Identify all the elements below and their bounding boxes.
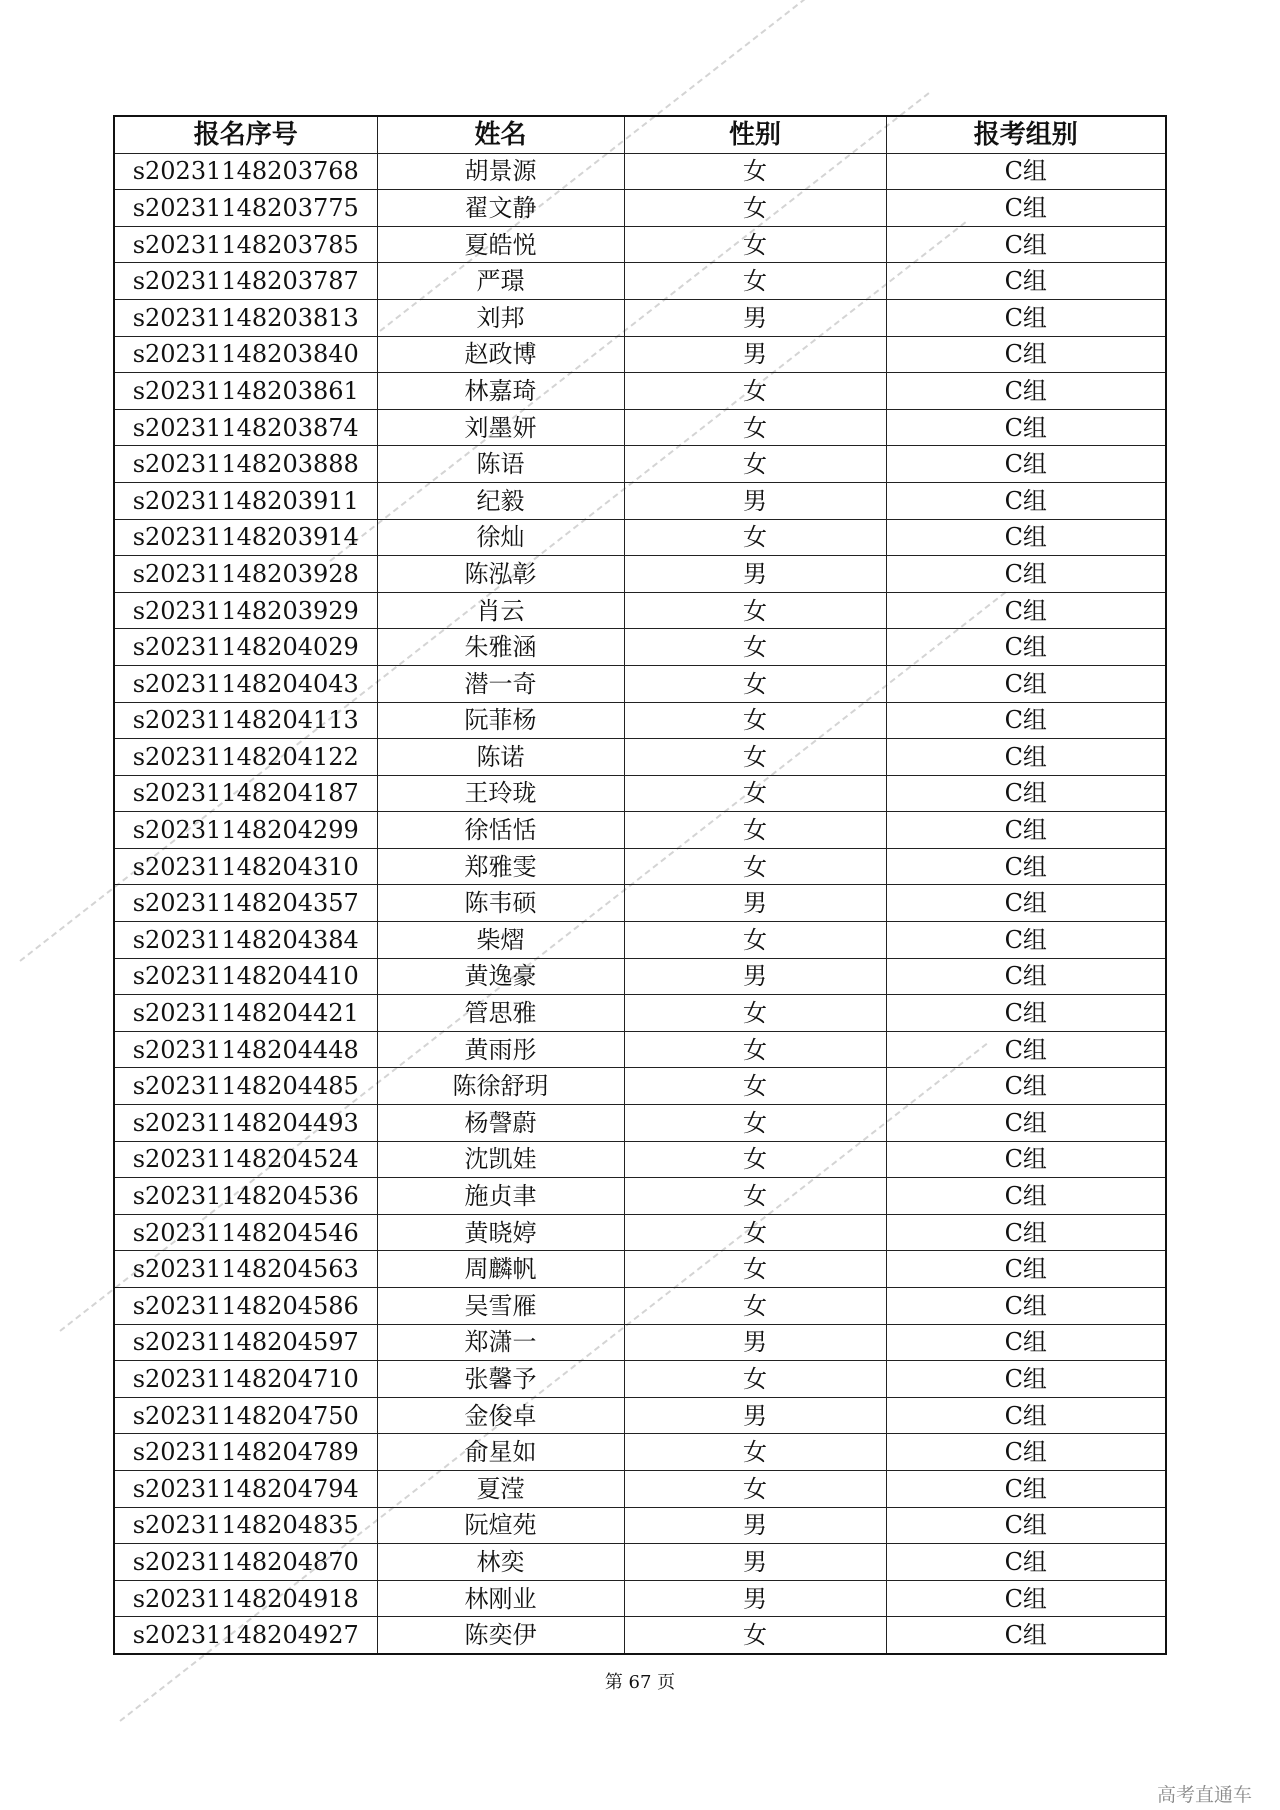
registration-number-cell: s20231148204122 <box>114 739 377 776</box>
registration-number-cell: s20231148204546 <box>114 1214 377 1251</box>
exam-group-cell: C组 <box>886 299 1166 336</box>
table-row <box>114 885 1166 922</box>
gender-cell: 女 <box>624 739 886 776</box>
table-row <box>114 446 1166 483</box>
registration-number-cell: s20231148204187 <box>114 775 377 812</box>
exam-group-cell: C组 <box>886 1470 1166 1507</box>
exam-group-cell: C组 <box>886 482 1166 519</box>
table-row <box>114 1288 1166 1325</box>
gender-cell: 女 <box>624 922 886 959</box>
registration-number-cell: s20231148204384 <box>114 922 377 959</box>
gender-cell: 女 <box>624 1251 886 1288</box>
exam-group-cell: C组 <box>886 263 1166 300</box>
exam-group-cell: C组 <box>886 592 1166 629</box>
name-cell: 林奕 <box>377 1544 624 1581</box>
registration-number-cell: s20231148204043 <box>114 665 377 702</box>
registration-number-cell: s20231148204299 <box>114 812 377 849</box>
table-row <box>114 556 1166 593</box>
gender-cell: 女 <box>624 1105 886 1142</box>
table-row <box>114 702 1166 739</box>
registration-number-cell: s20231148204918 <box>114 1580 377 1617</box>
name-cell: 肖云 <box>377 592 624 629</box>
gender-cell: 男 <box>624 958 886 995</box>
name-cell: 周麟帆 <box>377 1251 624 1288</box>
gender-cell: 女 <box>624 1214 886 1251</box>
table-row <box>114 519 1166 556</box>
gender-cell: 女 <box>624 226 886 263</box>
table-row <box>114 1324 1166 1361</box>
header-registration-number: 报名序号 <box>114 116 377 153</box>
registration-number-cell: s20231148203914 <box>114 519 377 556</box>
exam-group-cell: C组 <box>886 1141 1166 1178</box>
name-cell: 吴雪雁 <box>377 1288 624 1325</box>
table-row <box>114 153 1166 190</box>
exam-group-cell: C组 <box>886 702 1166 739</box>
name-cell: 施贞聿 <box>377 1178 624 1215</box>
exam-group-cell: C组 <box>886 1544 1166 1581</box>
table-row <box>114 1214 1166 1251</box>
name-cell: 朱雅涵 <box>377 629 624 666</box>
table-row <box>114 1105 1166 1142</box>
name-cell: 刘墨妍 <box>377 409 624 446</box>
header-exam-group: 报考组别 <box>886 116 1166 153</box>
table-row <box>114 922 1166 959</box>
registration-number-cell: s20231148203787 <box>114 263 377 300</box>
gender-cell: 男 <box>624 556 886 593</box>
gender-cell: 男 <box>624 1507 886 1544</box>
table-row <box>114 812 1166 849</box>
gender-cell: 男 <box>624 1397 886 1434</box>
gender-cell: 女 <box>624 629 886 666</box>
name-cell: 张馨予 <box>377 1361 624 1398</box>
registration-number-cell: s20231148203775 <box>114 190 377 227</box>
exam-group-cell: C组 <box>886 958 1166 995</box>
table-row <box>114 665 1166 702</box>
registration-number-cell: s20231148204410 <box>114 958 377 995</box>
gender-cell: 女 <box>624 592 886 629</box>
gender-cell: 女 <box>624 409 886 446</box>
table-row <box>114 482 1166 519</box>
exam-group-cell: C组 <box>886 665 1166 702</box>
gender-cell: 男 <box>624 482 886 519</box>
name-cell: 陈韦硕 <box>377 885 624 922</box>
registration-number-cell: s20231148204597 <box>114 1324 377 1361</box>
table-row <box>114 848 1166 885</box>
table-row <box>114 1361 1166 1398</box>
name-cell: 陈奕伊 <box>377 1617 624 1654</box>
brand-watermark-text: 高考直通车 <box>1156 1784 1252 1806</box>
name-cell: 严璟 <box>377 263 624 300</box>
exam-group-cell: C组 <box>886 922 1166 959</box>
registration-number-cell: s20231148204029 <box>114 629 377 666</box>
name-cell: 陈语 <box>377 446 624 483</box>
table-row <box>114 226 1166 263</box>
table-row <box>114 1617 1166 1654</box>
registration-number-cell: s20231148203840 <box>114 336 377 373</box>
registration-number-cell: s20231148204536 <box>114 1178 377 1215</box>
exam-group-cell: C组 <box>886 775 1166 812</box>
exam-group-cell: C组 <box>886 1617 1166 1654</box>
registration-number-cell: s20231148203888 <box>114 446 377 483</box>
registration-number-cell: s20231148204113 <box>114 702 377 739</box>
gender-cell: 男 <box>624 299 886 336</box>
registration-number-cell: s20231148204835 <box>114 1507 377 1544</box>
gender-cell: 女 <box>624 812 886 849</box>
exam-group-cell: C组 <box>886 739 1166 776</box>
name-cell: 翟文静 <box>377 190 624 227</box>
exam-group-cell: C组 <box>886 1251 1166 1288</box>
gender-cell: 女 <box>624 1068 886 1105</box>
table-row <box>114 629 1166 666</box>
name-cell: 赵政博 <box>377 336 624 373</box>
gender-cell: 女 <box>624 1434 886 1471</box>
table-row <box>114 299 1166 336</box>
table-row <box>114 958 1166 995</box>
exam-group-cell: C组 <box>886 190 1166 227</box>
exam-group-cell: C组 <box>886 1507 1166 1544</box>
registration-number-cell: s20231148204927 <box>114 1617 377 1654</box>
header-name: 姓名 <box>377 116 624 153</box>
name-cell: 林刚业 <box>377 1580 624 1617</box>
exam-group-cell: C组 <box>886 226 1166 263</box>
name-cell: 王玲珑 <box>377 775 624 812</box>
gender-cell: 女 <box>624 1141 886 1178</box>
name-cell: 黄逸豪 <box>377 958 624 995</box>
registration-number-cell: s20231148204357 <box>114 885 377 922</box>
name-cell: 郑雅雯 <box>377 848 624 885</box>
exam-group-cell: C组 <box>886 1178 1166 1215</box>
exam-group-cell: C组 <box>886 1361 1166 1398</box>
name-cell: 徐灿 <box>377 519 624 556</box>
registration-number-cell: s20231148204524 <box>114 1141 377 1178</box>
name-cell: 陈诺 <box>377 739 624 776</box>
gender-cell: 女 <box>624 1470 886 1507</box>
name-cell: 徐恬恬 <box>377 812 624 849</box>
registration-number-cell: s20231148204310 <box>114 848 377 885</box>
table-row <box>114 1068 1166 1105</box>
gender-cell: 女 <box>624 665 886 702</box>
registration-number-cell: s20231148204789 <box>114 1434 377 1471</box>
exam-group-cell: C组 <box>886 1214 1166 1251</box>
table-row <box>114 1507 1166 1544</box>
gender-cell: 女 <box>624 153 886 190</box>
exam-group-cell: C组 <box>886 1105 1166 1142</box>
gender-cell: 女 <box>624 775 886 812</box>
registration-number-cell: s20231148203813 <box>114 299 377 336</box>
registration-number-cell: s20231148204448 <box>114 1031 377 1068</box>
registration-number-cell: s20231148203929 <box>114 592 377 629</box>
exam-group-cell: C组 <box>886 446 1166 483</box>
gender-cell: 女 <box>624 373 886 410</box>
exam-group-cell: C组 <box>886 1031 1166 1068</box>
name-cell: 林嘉琦 <box>377 373 624 410</box>
exam-group-cell: C组 <box>886 629 1166 666</box>
exam-group-cell: C组 <box>886 336 1166 373</box>
table-row <box>114 263 1166 300</box>
gender-cell: 女 <box>624 263 886 300</box>
gender-cell: 女 <box>624 1288 886 1325</box>
name-cell: 黄晓婷 <box>377 1214 624 1251</box>
registration-number-cell: s20231148203768 <box>114 153 377 190</box>
table-row <box>114 1470 1166 1507</box>
registration-number-cell: s20231148203928 <box>114 556 377 593</box>
table-body <box>114 153 1166 1654</box>
name-cell: 陈徐舒玥 <box>377 1068 624 1105</box>
name-cell: 潜一奇 <box>377 665 624 702</box>
gender-cell: 女 <box>624 1361 886 1398</box>
table-row <box>114 336 1166 373</box>
registration-number-cell: s20231148203861 <box>114 373 377 410</box>
exam-group-cell: C组 <box>886 373 1166 410</box>
registration-number-cell: s20231148204586 <box>114 1288 377 1325</box>
exam-group-cell: C组 <box>886 1397 1166 1434</box>
name-cell: 柴熠 <box>377 922 624 959</box>
name-cell: 金俊卓 <box>377 1397 624 1434</box>
exam-group-cell: C组 <box>886 153 1166 190</box>
registration-number-cell: s20231148204563 <box>114 1251 377 1288</box>
exam-group-cell: C组 <box>886 848 1166 885</box>
registration-number-cell: s20231148203785 <box>114 226 377 263</box>
exam-group-cell: C组 <box>886 1324 1166 1361</box>
gender-cell: 女 <box>624 519 886 556</box>
registration-number-cell: s20231148204794 <box>114 1470 377 1507</box>
gender-cell: 女 <box>624 446 886 483</box>
registration-number-cell: s20231148204710 <box>114 1361 377 1398</box>
table-row <box>114 1141 1166 1178</box>
gender-cell: 男 <box>624 336 886 373</box>
exam-group-cell: C组 <box>886 885 1166 922</box>
table-row <box>114 1178 1166 1215</box>
gender-cell: 女 <box>624 848 886 885</box>
table-row <box>114 739 1166 776</box>
name-cell: 纪毅 <box>377 482 624 519</box>
name-cell: 杨謦蔚 <box>377 1105 624 1142</box>
table-row <box>114 592 1166 629</box>
gender-cell: 女 <box>624 1617 886 1654</box>
name-cell: 夏滢 <box>377 1470 624 1507</box>
name-cell: 阮煊苑 <box>377 1507 624 1544</box>
gender-cell: 女 <box>624 702 886 739</box>
table-header-row <box>114 116 1166 153</box>
gender-cell: 男 <box>624 1544 886 1581</box>
table-row <box>114 1251 1166 1288</box>
gender-cell: 女 <box>624 1178 886 1215</box>
registration-number-cell: s20231148204870 <box>114 1544 377 1581</box>
exam-group-cell: C组 <box>886 1068 1166 1105</box>
page-number: 第 67 页 <box>604 1672 676 1693</box>
exam-group-cell: C组 <box>886 1288 1166 1325</box>
gender-cell: 女 <box>624 995 886 1032</box>
exam-group-cell: C组 <box>886 812 1166 849</box>
name-cell: 俞星如 <box>377 1434 624 1471</box>
table-row <box>114 1031 1166 1068</box>
name-cell: 刘邦 <box>377 299 624 336</box>
exam-group-cell: C组 <box>886 519 1166 556</box>
table-row <box>114 409 1166 446</box>
name-cell: 胡景源 <box>377 153 624 190</box>
exam-group-cell: C组 <box>886 995 1166 1032</box>
registration-number-cell: s20231148204421 <box>114 995 377 1032</box>
table-row <box>114 775 1166 812</box>
exam-group-cell: C组 <box>886 556 1166 593</box>
header-gender: 性别 <box>624 116 886 153</box>
gender-cell: 女 <box>624 190 886 227</box>
gender-cell: 男 <box>624 1580 886 1617</box>
registration-number-cell: s20231148204485 <box>114 1068 377 1105</box>
name-cell: 黄雨彤 <box>377 1031 624 1068</box>
exam-group-cell: C组 <box>886 1434 1166 1471</box>
table-row <box>114 995 1166 1032</box>
table-row <box>114 373 1166 410</box>
registration-number-cell: s20231148203874 <box>114 409 377 446</box>
name-cell: 管思雅 <box>377 995 624 1032</box>
name-cell: 沈凯娃 <box>377 1141 624 1178</box>
exam-group-cell: C组 <box>886 1580 1166 1617</box>
table-row <box>114 1397 1166 1434</box>
name-cell: 郑潇一 <box>377 1324 624 1361</box>
gender-cell: 男 <box>624 1324 886 1361</box>
table-row <box>114 1434 1166 1471</box>
table-row <box>114 1544 1166 1581</box>
table-row <box>114 190 1166 227</box>
registration-table <box>113 115 1167 1655</box>
registration-number-cell: s20231148204750 <box>114 1397 377 1434</box>
registration-number-cell: s20231148204493 <box>114 1105 377 1142</box>
name-cell: 阮菲杨 <box>377 702 624 739</box>
name-cell: 陈泓彰 <box>377 556 624 593</box>
name-cell: 夏皓悦 <box>377 226 624 263</box>
gender-cell: 男 <box>624 885 886 922</box>
table-row <box>114 1580 1166 1617</box>
exam-group-cell: C组 <box>886 409 1166 446</box>
gender-cell: 女 <box>624 1031 886 1068</box>
registration-number-cell: s20231148203911 <box>114 482 377 519</box>
